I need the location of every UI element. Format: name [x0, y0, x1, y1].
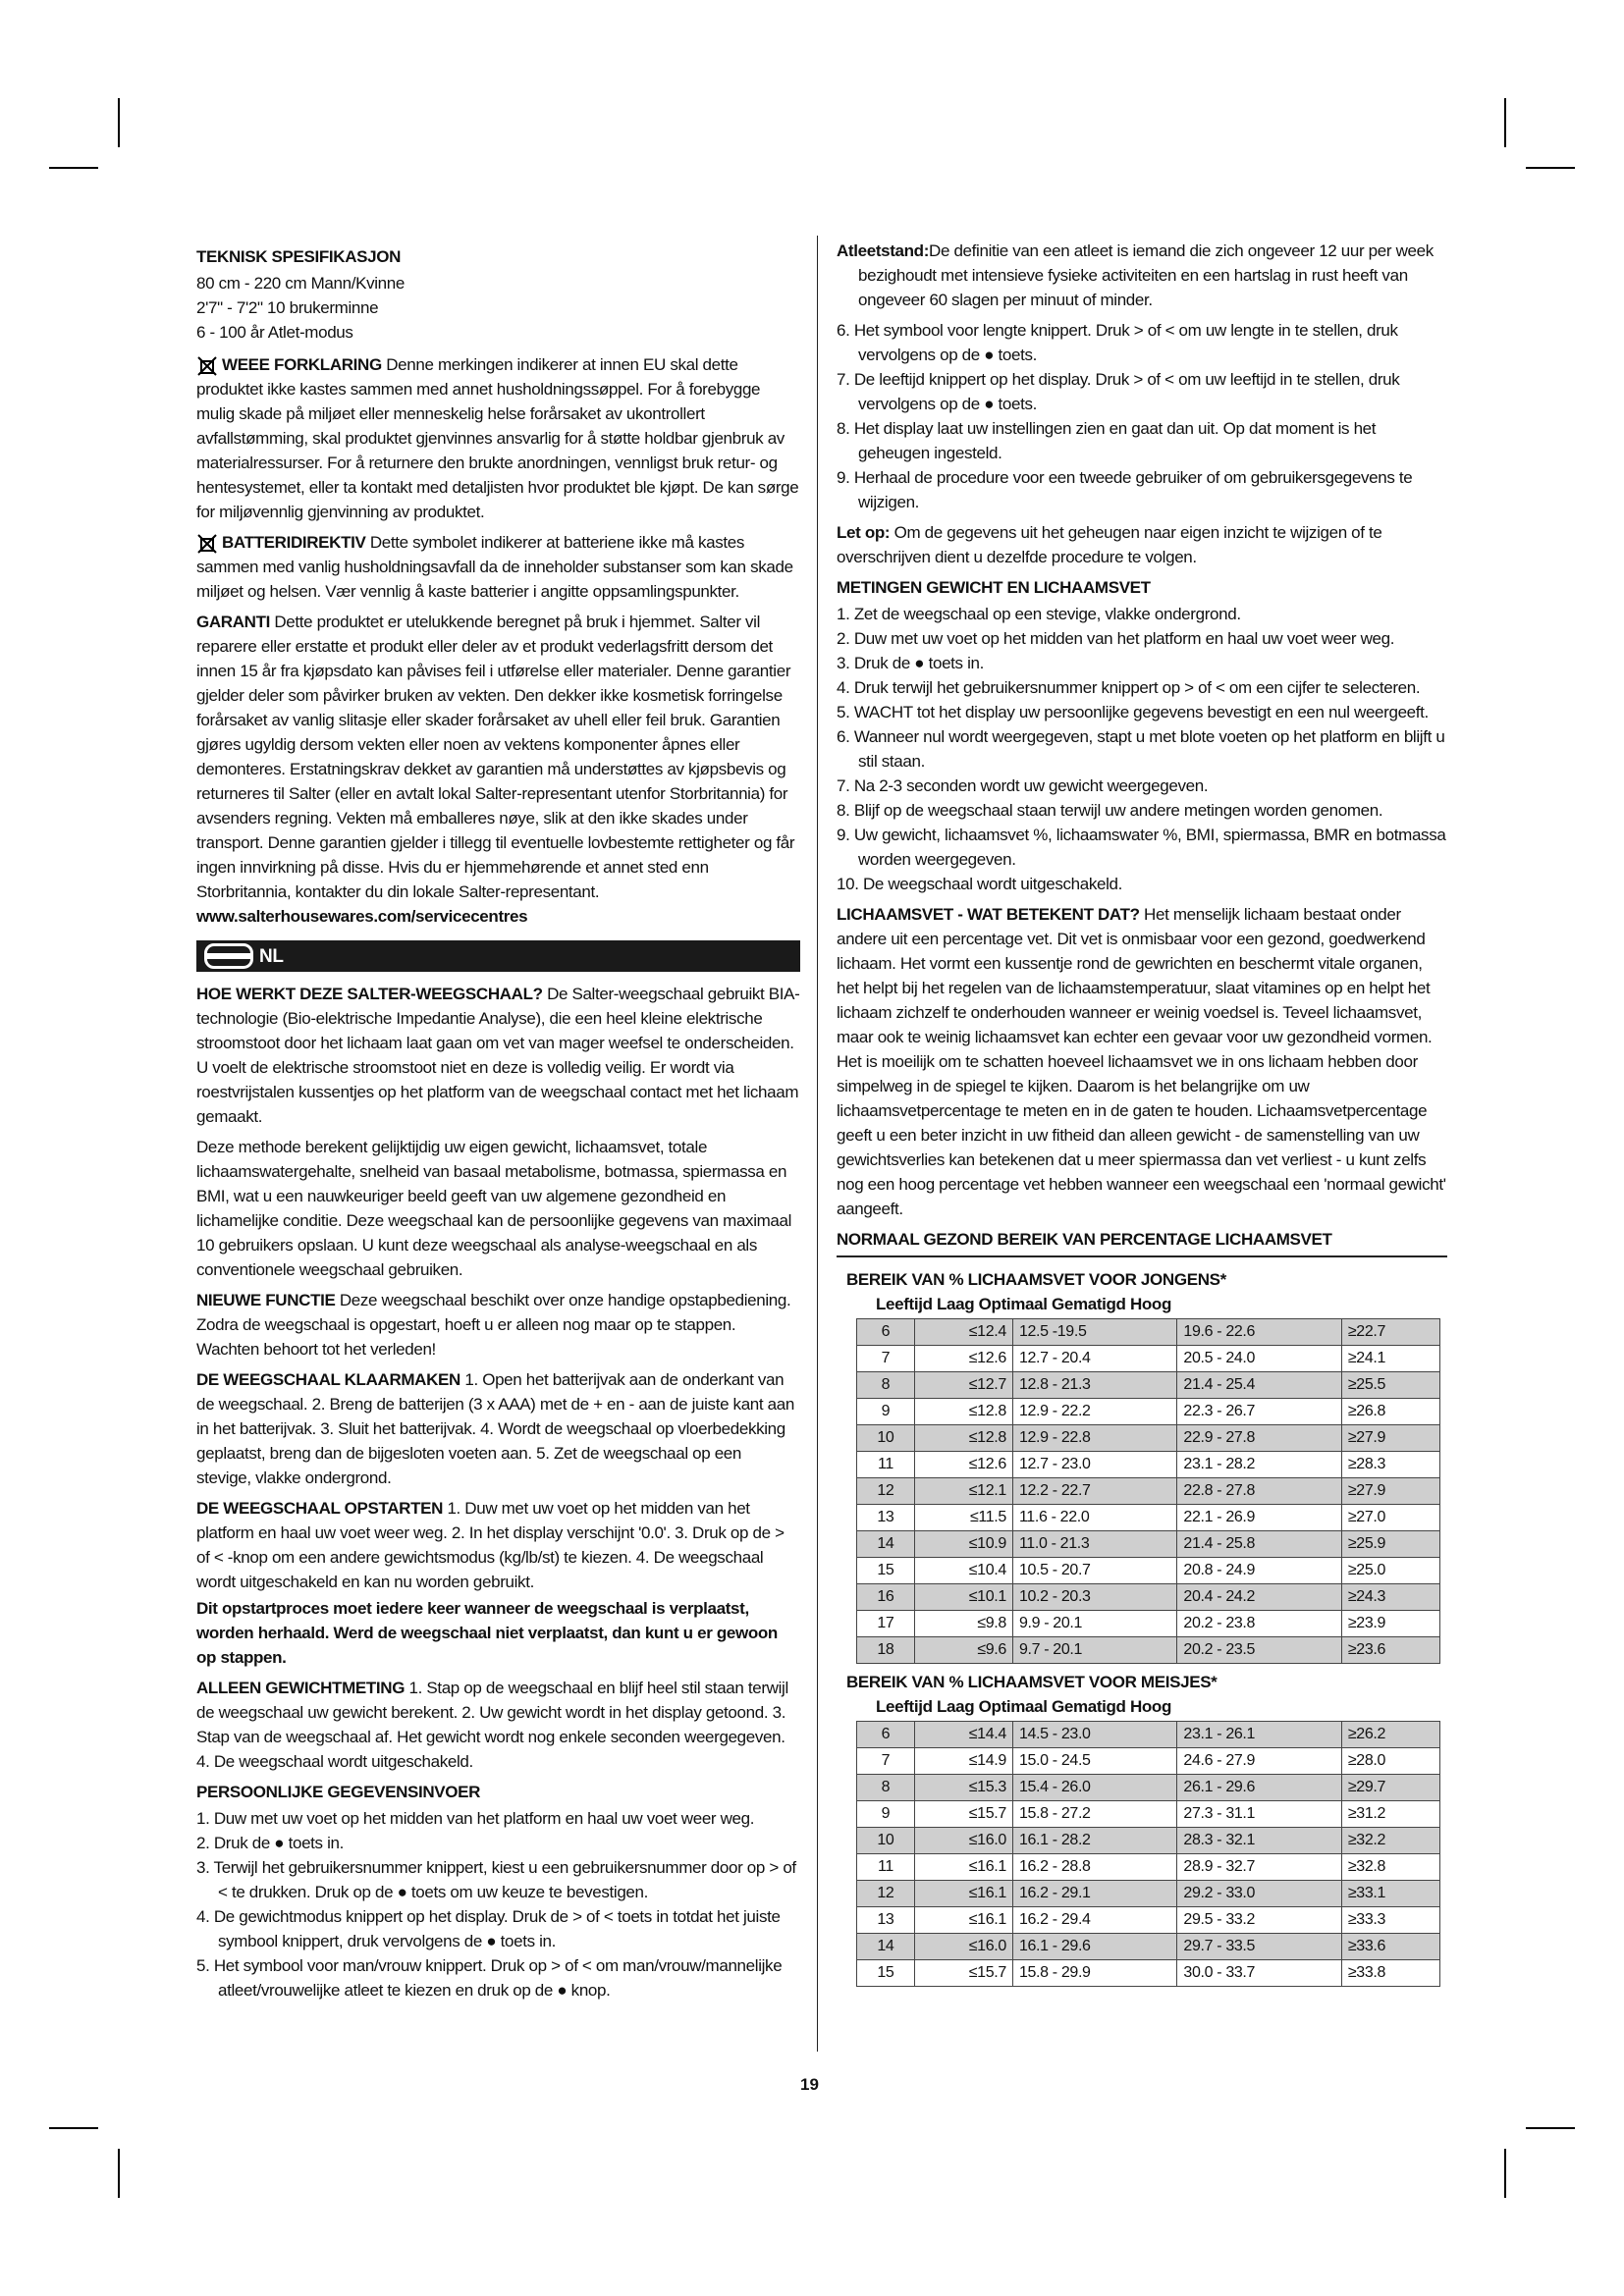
boys-table-header: Leeftijd Laag Optimaal Gematigd Hoog — [876, 1295, 1171, 1313]
start-note: Dit opstartproces moet iedere keer wanneer de weegschaal is verplaatst, worden herhaald. Werd de weegschaal niet verplaatst, dan kunt u er gewoon op stappen. — [196, 1599, 778, 1667]
table-cell: ≤16.0 — [914, 1828, 1012, 1854]
table-cell: 27.3 - 31.1 — [1177, 1801, 1341, 1828]
table-cell: 11.0 - 21.3 — [1012, 1531, 1176, 1558]
fat-tables — [837, 1255, 1447, 1987]
table-cell: 17 — [857, 1611, 915, 1637]
crossed-bin-icon — [196, 355, 218, 377]
table-cell: 29.5 - 33.2 — [1177, 1907, 1341, 1934]
new-feature-text: Deze weegschaal beschikt over onze handige opstapbediening. Zodra de weegschaal is opgestart, hoeft u er alleen nog maar op te stappen. Wachten behoort tot het verleden! — [196, 1291, 791, 1359]
prep-section — [196, 1367, 800, 1490]
how-section — [196, 982, 800, 1129]
flag-icon — [204, 943, 253, 969]
table-cell: 10.2 - 20.3 — [1012, 1584, 1176, 1611]
list-item: 3. Druk de ● toets in. — [837, 654, 984, 672]
table-cell: 24.6 - 27.9 — [1177, 1748, 1341, 1775]
table-cell: ≤14.4 — [914, 1722, 1012, 1748]
table-row — [857, 1611, 1440, 1637]
table-cell: 18 — [857, 1637, 915, 1664]
guarantee-section — [196, 610, 800, 929]
table-cell: 11 — [857, 1452, 915, 1478]
table-cell: 28.3 - 32.1 — [1177, 1828, 1341, 1854]
table-cell: 10 — [857, 1425, 915, 1452]
table-row — [857, 1425, 1440, 1452]
table-cell: 11 — [857, 1854, 915, 1881]
column-divider — [817, 236, 818, 2052]
table-row — [857, 1584, 1440, 1611]
start-section — [196, 1496, 800, 1594]
table-cell: 28.9 - 32.7 — [1177, 1854, 1341, 1881]
how-text-2: Deze methode berekent gelijktijdig uw eigen gewicht, lichaamsvet, totale lichaamswatergehalte, snelheid van basaal metabolisme, botmassa, spiermassa en BMI, wat u een nauwkeuriger beeld geeft van uw algemene gezondheid en lichamelijke conditie. Deze weegschaal kan de persoonlijke gegevens van maximaal 10 gebruikers opslaan. U kunt deze weegschaal als analyse-weegschaal en als conventionele weegschaal gebruiken. — [196, 1138, 792, 1279]
crop-mark — [118, 98, 120, 147]
athlete-label: Atleetstand: — [837, 241, 930, 260]
weee-section — [196, 352, 800, 524]
table-cell: ≥22.7 — [1341, 1319, 1439, 1346]
guarantee-text: Dette produktet er utelukkende beregnet på bruk i hjemmet. Salter vil reparere eller erstatte et produkt eller deler av et produkt vederlagsfritt dersom det innen 15 år fra kjøpsdato kan påvises feil i utførelse eller materialer. Denne garantier gjelder deler som påvirker bruken av vekten. Den dekker ikke kosmetisk forringelse forårsaket av vanlig slitasje eller skader forårsaket av uhell eller feil bruk. Garantien gjøres ugyldig dersom vekten eller noen av vektens komponenter åpnes eller demonteres. Erstatningskrav dekket av garantien må understøttes av kjøpsbevis og returneres til Salter (eller en avtalt lokal Salter-representant utenfor Storbritannia) for avsenders regning. Vekten må emballeres nøye, slik at den ikke skades under transport. Denne garantien gjelder i tillegg til eventuelle lovbestemte rettigheter og får ingen innvirkning på disse. Hvis du er hjemmehørende et annet sted enn Storbritannia, kontakter du din lokale Salter-representant. — [196, 613, 795, 901]
list-item: 2. Druk de ● toets in. — [196, 1834, 344, 1852]
personal-steps-cont — [837, 318, 1447, 514]
table-cell: ≥31.2 — [1341, 1801, 1439, 1828]
table-cell: ≥28.0 — [1341, 1748, 1439, 1775]
table-cell: 7 — [857, 1748, 915, 1775]
table-cell: ≤11.5 — [914, 1505, 1012, 1531]
new-feature-section — [196, 1288, 800, 1362]
table-cell: ≤16.1 — [914, 1854, 1012, 1881]
table-cell: ≥26.8 — [1341, 1399, 1439, 1425]
girls-table-title: BEREIK VAN % LICHAAMSVET VOOR MEISJES* — [846, 1673, 1218, 1691]
table-row — [857, 1881, 1440, 1907]
fat-title: LICHAAMSVET - WAT BETEKENT DAT? — [837, 905, 1140, 924]
table-cell: 15 — [857, 1558, 915, 1584]
crop-mark — [1504, 2149, 1506, 2198]
language-bar — [196, 940, 800, 972]
table-cell: ≥32.8 — [1341, 1854, 1439, 1881]
note-label: Let op: — [837, 523, 891, 542]
table-cell: ≥33.3 — [1341, 1907, 1439, 1934]
fat-text: Het menselijk lichaam bestaat onder andere uit een percentage vet. Dit vet is onmisbaar voor een gezond, goedwerkend lichaam. Het vormt een kussentje rond de gewrichten en beschermt vitale organen, het helpt bij het regelen van de lichaamstemperatuur, slaat vitamines op en helpt het lichaam zichzelf te onderhouden wanneer er weinig voedsel is. Teveel lichaamsvet, maar ook te weinig lichaamsvet kan echter een gevaar voor uw gezondheid vormen. Het is moeilijk om te schatten hoeveel lichaamsvet we in ons lichaam hebben door simpelweg in de spiegel te kijken. Daarom is het belangrijke om uw lichaamsvetpercentage te meten en in de gaten te houden. Lichaamsvetpercentage geeft u een beter inzicht in uw fitheid dan alleen gewicht - de samenstelling van uw gewichtsverlies kan betekenen dat u meer spiermassa dan vet verliest - u kunt zelfs nog een hoog percentage vet hebben wanneer een weegschaal een 'normaal gewicht' aangeeft. — [837, 905, 1446, 1218]
table-cell: ≥33.8 — [1341, 1960, 1439, 1987]
note-text: Om de gegevens uit het geheugen naar eigen inzicht te wijzigen of te overschrijven dient u dezelfde procedure te volgen. — [837, 523, 1382, 566]
table-cell: ≤16.1 — [914, 1881, 1012, 1907]
table-cell: 29.7 - 33.5 — [1177, 1934, 1341, 1960]
table-row — [857, 1960, 1440, 1987]
table-cell: ≥27.9 — [1341, 1425, 1439, 1452]
table-row — [857, 1801, 1440, 1828]
tech-line: 6 - 100 år Atlet-modus — [196, 323, 353, 342]
crop-mark — [49, 167, 98, 169]
table-cell: ≤12.6 — [914, 1346, 1012, 1372]
table-cell: 16.2 - 29.4 — [1012, 1907, 1176, 1934]
table-cell: ≥25.9 — [1341, 1531, 1439, 1558]
crop-mark — [1526, 2127, 1575, 2129]
table-cell: 9.9 - 20.1 — [1012, 1611, 1176, 1637]
list-item: 3. Terwijl het gebruikersnummer knippert, kiest u een gebruikersnummer door op > of < te drukken. Druk op de ● toets om uw keuze te bevestigen. — [196, 1858, 796, 1901]
personal-title: PERSOONLIJKE GEGEVENSINVOER — [196, 1783, 481, 1801]
service-url[interactable]: www.salterhousewares.com/servicecentres — [196, 907, 528, 926]
table-cell: 12.2 - 22.7 — [1012, 1478, 1176, 1505]
table-cell: ≥26.2 — [1341, 1722, 1439, 1748]
table-cell: 22.1 - 26.9 — [1177, 1505, 1341, 1531]
table-cell: ≤12.8 — [914, 1425, 1012, 1452]
table-cell: 29.2 - 33.0 — [1177, 1881, 1341, 1907]
table-cell: 12.7 - 20.4 — [1012, 1346, 1176, 1372]
table-cell: 14 — [857, 1934, 915, 1960]
list-item: 6. Het symbool voor lengte knippert. Druk > of < om uw lengte in te stellen, druk vervolgens op de ● toets. — [837, 321, 1398, 364]
table-cell: ≤10.4 — [914, 1558, 1012, 1584]
table-row — [857, 1748, 1440, 1775]
table-cell: ≥24.3 — [1341, 1584, 1439, 1611]
table-cell: ≤16.1 — [914, 1907, 1012, 1934]
tech-spec-title: TEKNISK SPESIFIKASJON — [196, 247, 402, 266]
table-row — [857, 1558, 1440, 1584]
table-row — [857, 1907, 1440, 1934]
girls-table — [856, 1721, 1440, 1987]
list-item: 10. De weegschaal wordt uitgeschakeld. — [837, 875, 1122, 893]
table-cell: ≤12.8 — [914, 1399, 1012, 1425]
guarantee-title: GARANTI — [196, 613, 270, 631]
table-cell: ≤15.3 — [914, 1775, 1012, 1801]
language-code: NL — [259, 945, 284, 967]
table-cell: 22.9 - 27.8 — [1177, 1425, 1341, 1452]
table-cell: 9 — [857, 1801, 915, 1828]
athlete-section — [837, 239, 1447, 312]
table-cell: ≥25.0 — [1341, 1558, 1439, 1584]
list-item: 9. Uw gewicht, lichaamsvet %, lichaamswater %, BMI, spiermassa, BMR en botmassa worden weergegeven. — [837, 826, 1446, 869]
weight-title: ALLEEN GEWICHTMETING — [196, 1679, 406, 1697]
table-cell: 22.3 - 26.7 — [1177, 1399, 1341, 1425]
tech-line: 80 cm - 220 cm Mann/Kvinne — [196, 274, 405, 293]
measure-steps — [837, 602, 1447, 896]
table-cell: 30.0 - 33.7 — [1177, 1960, 1341, 1987]
page-number: 19 — [800, 2075, 819, 2094]
note-section — [837, 520, 1447, 569]
table-row — [857, 1478, 1440, 1505]
table-cell: 12.9 - 22.8 — [1012, 1425, 1176, 1452]
table-cell: 12.7 - 23.0 — [1012, 1452, 1176, 1478]
table-cell: ≥24.1 — [1341, 1346, 1439, 1372]
measure-title: METINGEN GEWICHT EN LICHAAMSVET — [837, 578, 1151, 597]
table-cell: 23.1 - 28.2 — [1177, 1452, 1341, 1478]
boys-table — [856, 1318, 1440, 1664]
table-cell: 6 — [857, 1722, 915, 1748]
table-cell: 20.4 - 24.2 — [1177, 1584, 1341, 1611]
tech-line: 2'7" - 7'2" 10 brukerminne — [196, 298, 379, 317]
list-item: 5. Het symbool voor man/vrouw knippert. Druk op > of < om man/vrouw/mannelijke atleet/vrouwelijke atleet te kiezen en druk op de ● knop. — [196, 1956, 783, 2000]
list-item: 1. Duw met uw voet op het midden van het platform en haal uw voet weer weg. — [196, 1809, 755, 1828]
weee-text: Denne merkingen indikerer at innen EU skal dette produktet ikke kastes sammen med annet husholdningssøppel. For å forebygge mulig skade på miljøet eller menneskelig helse forårsaket av ukontrollert avfallstømming, skal produktet gjenvinnes ansvarlig for å støtte holdbar gjenbruk av materialressurser. For å returnere den brukte anordningen, vennligst bruk retur- og hentesystemet, eller ta kontakt med detaljisten hvor produktet ble kjøpt. De kan sørge for miljøvennlig gjenvinning av produktet. — [196, 355, 799, 521]
weee-title: WEEE FORKLARING — [222, 355, 382, 374]
table-cell: ≥23.9 — [1341, 1611, 1439, 1637]
list-item: 6. Wanneer nul wordt weergegeven, stapt u met blote voeten op het platform en blijft u stil staan. — [837, 727, 1445, 771]
table-cell: ≥27.0 — [1341, 1505, 1439, 1531]
new-feature-title: NIEUWE FUNCTIE — [196, 1291, 336, 1309]
table-cell: 19.6 - 22.6 — [1177, 1319, 1341, 1346]
table-row — [857, 1828, 1440, 1854]
table-cell: 16.2 - 29.1 — [1012, 1881, 1176, 1907]
table-cell: 14.5 - 23.0 — [1012, 1722, 1176, 1748]
battery-section — [196, 530, 800, 604]
table-cell: 26.1 - 29.6 — [1177, 1775, 1341, 1801]
table-cell: 16 — [857, 1584, 915, 1611]
prep-title: DE WEEGSCHAAL KLAARMAKEN — [196, 1370, 460, 1389]
crop-mark — [1526, 167, 1575, 169]
crossed-bin-icon — [196, 533, 218, 555]
table-row — [857, 1531, 1440, 1558]
table-cell: 15.0 - 24.5 — [1012, 1748, 1176, 1775]
table-cell: ≥27.9 — [1341, 1478, 1439, 1505]
table-cell: ≤12.6 — [914, 1452, 1012, 1478]
battery-text: Dette symbolet indikerer at batteriene ikke må kastes sammen med vanlig husholdningsavfall da de inneholder substanser som kan skade miljøet og helsen. Vær vennlig å kaste batterier i angitte oppsamlingspunkter. — [196, 533, 793, 601]
table-cell: 21.4 - 25.8 — [1177, 1531, 1341, 1558]
table-cell: ≥33.6 — [1341, 1934, 1439, 1960]
table-cell: ≤12.4 — [914, 1319, 1012, 1346]
table-cell: 16.1 - 28.2 — [1012, 1828, 1176, 1854]
table-cell: 13 — [857, 1505, 915, 1531]
list-item: 9. Herhaal de procedure voor een tweede gebruiker of om gebruikersgegevens te wijzigen. — [837, 468, 1413, 511]
table-cell: 20.5 - 24.0 — [1177, 1346, 1341, 1372]
table-row — [857, 1775, 1440, 1801]
table-cell: 16.1 - 29.6 — [1012, 1934, 1176, 1960]
table-row — [857, 1399, 1440, 1425]
list-item: 1. Zet de weegschaal op een stevige, vlakke ondergrond. — [837, 605, 1241, 623]
table-cell: ≥29.7 — [1341, 1775, 1439, 1801]
list-item: 8. Blijf op de weegschaal staan terwijl uw andere metingen worden genomen. — [837, 801, 1383, 820]
personal-steps — [196, 1806, 800, 2002]
list-item: 2. Duw met uw voet op het midden van het platform en haal uw voet weer weg. — [837, 629, 1395, 648]
weight-section — [196, 1676, 800, 1774]
girls-table-header: Leeftijd Laag Optimaal Gematigd Hoog — [876, 1697, 1171, 1716]
table-cell: ≤10.9 — [914, 1531, 1012, 1558]
table-cell: ≥23.6 — [1341, 1637, 1439, 1664]
table-row — [857, 1934, 1440, 1960]
table-row — [857, 1722, 1440, 1748]
table-cell: 12.8 - 21.3 — [1012, 1372, 1176, 1399]
table-cell: 12 — [857, 1881, 915, 1907]
table-cell: 14 — [857, 1531, 915, 1558]
left-column — [196, 239, 800, 2008]
table-cell: ≥33.1 — [1341, 1881, 1439, 1907]
table-cell: ≥32.2 — [1341, 1828, 1439, 1854]
table-row — [857, 1319, 1440, 1346]
fat-section — [837, 902, 1447, 1221]
table-cell: 8 — [857, 1775, 915, 1801]
table-cell: 15 — [857, 1960, 915, 1987]
table-cell: 6 — [857, 1319, 915, 1346]
table-row — [857, 1637, 1440, 1664]
table-cell: 15.8 - 27.2 — [1012, 1801, 1176, 1828]
list-item: 5. WACHT tot het display uw persoonlijke gegevens bevestigt en een nul weergeeft. — [837, 703, 1429, 721]
list-item: 4. Druk terwijl het gebruikersnummer knippert op > of < om een cijfer te selecteren. — [837, 678, 1421, 697]
table-row — [857, 1346, 1440, 1372]
table-cell: 12.5 -19.5 — [1012, 1319, 1176, 1346]
how-title: HOE WERKT DEZE SALTER-WEEGSCHAAL? — [196, 985, 543, 1003]
table-cell: 12.9 - 22.2 — [1012, 1399, 1176, 1425]
table-cell: 20.8 - 24.9 — [1177, 1558, 1341, 1584]
crop-mark — [1504, 98, 1506, 147]
how-text: De Salter-weegschaal gebruikt BIA-technologie (Bio-elektrische Impedantie Analyse), die een heel kleine elektrische stroomstoot door het lichaam laat gaan om vet van mager weefsel te onderscheiden. U voelt de elektrische stroomstoot niet en deze is volledig veilig. Er wordt via roestvrijstalen kussentjes op het platform van de weegschaal contact met het lichaam gemaakt. — [196, 985, 800, 1126]
table-row — [857, 1372, 1440, 1399]
battery-title: BATTERIDIREKTIV — [222, 533, 366, 552]
table-cell: 20.2 - 23.5 — [1177, 1637, 1341, 1664]
table-cell: 10.5 - 20.7 — [1012, 1558, 1176, 1584]
table-cell: 15.4 - 26.0 — [1012, 1775, 1176, 1801]
athlete-text: De definitie van een atleet is iemand die zich ongeveer 12 uur per week bezighoudt met intensieve fysieke activiteiten en een hartslag in rust heeft van ongeveer 60 slagen per minuut of minder. — [858, 241, 1434, 309]
table-cell: ≤10.1 — [914, 1584, 1012, 1611]
start-text: 1. Duw met uw voet op het midden van het platform en haal uw voet weer weg. 2. In het display verschijnt '0.0'. 3. Druk op de > of < -knop om een andere gewichtsmodus (kg/lb/st) te kiezen. 4. De weegschaal wordt uitgeschakeld en kan nu worden gebruikt. — [196, 1499, 785, 1591]
table-cell: ≤9.6 — [914, 1637, 1012, 1664]
table-cell: ≤15.7 — [914, 1801, 1012, 1828]
table-row — [857, 1505, 1440, 1531]
table-cell: 13 — [857, 1907, 915, 1934]
table-cell: ≤12.7 — [914, 1372, 1012, 1399]
list-item: 4. De gewichtmodus knippert op het display. Druk de > of < toets in totdat het juiste symbool knippert, druk vervolgens de ● toets in. — [196, 1907, 781, 1950]
crop-mark — [118, 2149, 120, 2198]
table-cell: 20.2 - 23.8 — [1177, 1611, 1341, 1637]
table-cell: 23.1 - 26.1 — [1177, 1722, 1341, 1748]
table-row — [857, 1854, 1440, 1881]
start-title: DE WEEGSCHAAL OPSTARTEN — [196, 1499, 444, 1518]
table-cell: ≤15.7 — [914, 1960, 1012, 1987]
table-cell: ≥25.5 — [1341, 1372, 1439, 1399]
table-cell: 8 — [857, 1372, 915, 1399]
list-item: 8. Het display laat uw instellingen zien en gaat dan uit. Op dat moment is het geheugen ingesteld. — [837, 419, 1377, 462]
table-cell: ≤16.0 — [914, 1934, 1012, 1960]
table-cell: 11.6 - 22.0 — [1012, 1505, 1176, 1531]
table-cell: 12 — [857, 1478, 915, 1505]
list-item: 7. Na 2-3 seconden wordt uw gewicht weergegeven. — [837, 776, 1209, 795]
list-item: 7. De leeftijd knippert op het display. Druk > of < om uw leeftijd in te stellen, druk vervolgens op de ● toets. — [837, 370, 1400, 413]
table-cell: 7 — [857, 1346, 915, 1372]
boys-table-title: BEREIK VAN % LICHAAMSVET VOOR JONGENS* — [846, 1270, 1226, 1289]
table-cell: 22.8 - 27.8 — [1177, 1478, 1341, 1505]
table-cell: 15.8 - 29.9 — [1012, 1960, 1176, 1987]
table-cell: ≤14.9 — [914, 1748, 1012, 1775]
range-title: NORMAAL GEZOND BEREIK VAN PERCENTAGE LICHAAMSVET — [837, 1230, 1332, 1249]
table-cell: 21.4 - 25.4 — [1177, 1372, 1341, 1399]
weight-text: 1. Stap op de weegschaal en blijf heel stil staan terwijl de weegschaal uw gewicht berekent. 2. Uw gewicht wordt in het display getoond. 3. Stap van de weegschaal af. Het gewicht wordt nog enkele seconden weergegeven. 4. De weegschaal wordt uitgeschakeld. — [196, 1679, 788, 1771]
right-column — [837, 239, 1447, 1987]
table-cell: 9 — [857, 1399, 915, 1425]
table-row — [857, 1452, 1440, 1478]
table-cell: 9.7 - 20.1 — [1012, 1637, 1176, 1664]
prep-text: 1. Open het batterijvak aan de onderkant van de weegschaal. 2. Breng de batterijen (3 x AAA) met de + en - aan de juiste kant aan in het batterijvak. 3. Sluit het batterijvak. 4. Wordt de weegschaal op vloerbedekking geplaatst, breng dan de bijgesloten voeten aan. 5. Zet de weegschaal op een stevige, vlakke ondergrond. — [196, 1370, 794, 1487]
crop-mark — [49, 2127, 98, 2129]
table-cell: 16.2 - 28.8 — [1012, 1854, 1176, 1881]
table-cell: ≤9.8 — [914, 1611, 1012, 1637]
table-cell: ≤12.1 — [914, 1478, 1012, 1505]
table-cell: 10 — [857, 1828, 915, 1854]
table-cell: ≥28.3 — [1341, 1452, 1439, 1478]
